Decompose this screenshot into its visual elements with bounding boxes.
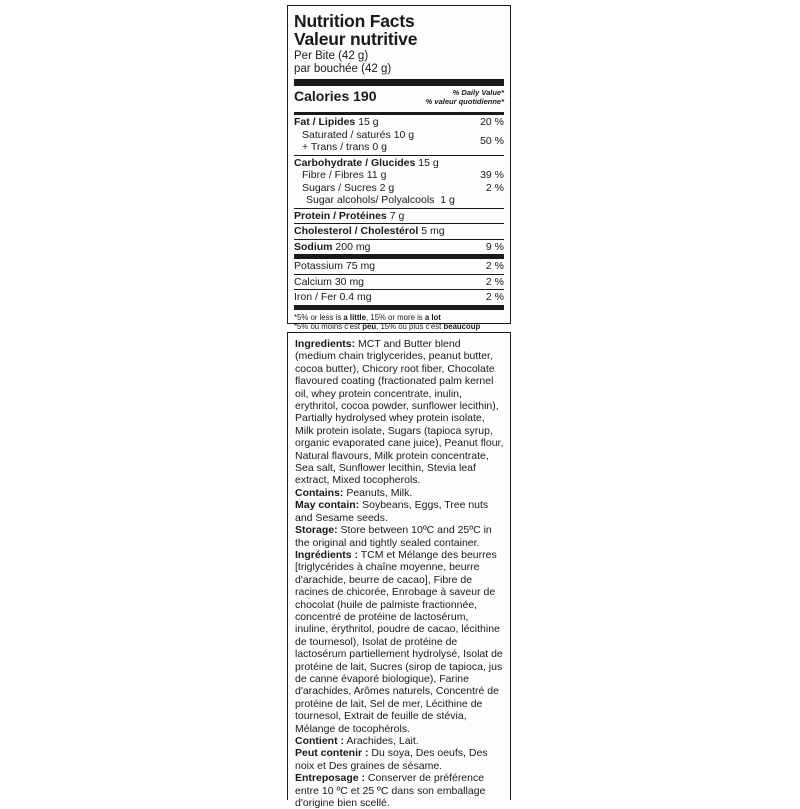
sodium-amount: 200 mg xyxy=(335,240,371,253)
storage-fr-text: Conserver de préférence entre 10 ºC et 25 ºC dans son emballage d'origine bien scellé. xyxy=(295,772,486,809)
may-contain-en-text: Soybeans, Eggs, Tree nuts and Sesame seeds. xyxy=(295,499,489,524)
protein-block xyxy=(294,209,504,224)
iron-label: Iron / Fer 0.4 mg xyxy=(294,291,372,303)
cholesterol-row xyxy=(294,225,504,238)
sat-trans-row xyxy=(294,129,504,154)
cholesterol-block xyxy=(294,224,504,239)
potassium-block xyxy=(294,259,504,274)
sat-trans-pct: 50 % xyxy=(480,134,504,147)
fat-amount: 15 g xyxy=(358,116,379,128)
carb-row xyxy=(294,157,504,170)
divider-thick xyxy=(294,305,504,310)
storage-fr-label: Entreposage : xyxy=(295,772,366,785)
dv-header-en: % Daily Value* xyxy=(452,88,504,97)
ingredients-fr-paragraph xyxy=(295,549,504,735)
ingredients-en xyxy=(295,338,504,549)
fat-label: Fat / Lipides xyxy=(294,116,356,128)
calories-label: Calories 190 xyxy=(294,88,377,104)
may-contain-fr-paragraph xyxy=(295,747,504,772)
dv-header-fr: % valeur quotidienne* xyxy=(425,97,504,106)
fibre-row xyxy=(294,169,504,182)
carb-amount: 15 g xyxy=(418,156,439,169)
storage-en-text: Store between 10ºC and 25ºC in the original and tightly sealed container. xyxy=(295,524,492,549)
calcium-label: Calcium 30 mg xyxy=(294,275,365,288)
potassium-pct: 2 % xyxy=(485,260,504,272)
sodium-label: Sodium xyxy=(294,240,333,253)
contains-fr-text: Arachides, Lait. xyxy=(344,735,419,747)
ingredients-fr-text: TCM et Mélange des beurres [triglycérides à chaîne moyenne, beurre d'arachide, beurre de cacao], Fibre de racines de chicorée, Enrobage à saveur de chocolat (huile de palmiste fractionnée, concentré de protéine de lactosérum, inuline, érythritol, poudre de cacao, lécithine de tournesol), Isolat de protéine de lactosérum partiellement hydrolysé, Isolat de protéine de lait, Sucres (sirop de tapioca, jus de canne évaporé biologique), Farine d'arachides, Arômes naturels, Concentré de protéine de lait, Sel de mer, Lécithine de tournesol, Extrait de feuille de stévia, Mélange de tocophérols. xyxy=(295,548,503,735)
carb-label: Carbohydrate / Glucides xyxy=(294,156,416,169)
ingredients-fr xyxy=(295,549,504,809)
daily-value-header xyxy=(426,88,504,106)
sugar-alcohols-label: Sugar alcohols/ Polyalcools 1 g xyxy=(306,194,455,206)
storage-en-paragraph xyxy=(295,524,504,549)
contains-fr-label: Contient : xyxy=(295,735,344,747)
fat-block xyxy=(294,115,504,155)
footnote xyxy=(294,313,504,332)
protein-amount: 7 g xyxy=(389,209,405,222)
may-contain-fr-label: Peut contenir : xyxy=(295,747,369,760)
trans-label: + Trans / trans 0 g xyxy=(302,141,387,153)
nutrition-title-fr: Valeur nutritive xyxy=(294,29,418,49)
fat-row xyxy=(294,116,504,129)
ingredients-en-paragraph xyxy=(295,338,504,487)
sodium-block xyxy=(294,240,504,255)
storage-fr-paragraph xyxy=(295,772,504,809)
nutrition-title-en: Nutrition Facts xyxy=(294,11,415,31)
calcium-pct: 2 % xyxy=(485,275,504,288)
may-contain-en-label: May contain: xyxy=(295,499,360,512)
nutrition-facts-panel xyxy=(287,5,511,331)
contains-en-text: Peanuts, Milk. xyxy=(343,486,413,499)
protein-label: Protein / Protéines xyxy=(294,209,387,222)
fibre-pct: 39 % xyxy=(480,169,504,181)
carb-block xyxy=(294,156,504,208)
calories-row xyxy=(294,88,504,112)
storage-en-label: Storage: xyxy=(295,524,338,537)
iron-block xyxy=(294,290,504,305)
fat-pct: 20 % xyxy=(480,116,504,128)
potassium-row xyxy=(294,260,504,273)
serving-size-fr: par bouchée (42 g) xyxy=(294,63,392,75)
sodium-row xyxy=(294,241,504,254)
fibre-label: Fibre / Fibres 11 g xyxy=(302,169,387,181)
potassium-label: Potassium 75 mg xyxy=(294,260,376,272)
serving-size-en: Per Bite (42 g) xyxy=(294,50,369,62)
iron-row xyxy=(294,291,504,304)
may-contain-en-paragraph xyxy=(295,499,504,524)
contains-fr-paragraph xyxy=(295,735,504,747)
footnote-fr: *5% ou moins c'est peu, 15% ou plus c'est beaucoup xyxy=(294,322,481,331)
sodium-pct: 9 % xyxy=(485,240,504,253)
contains-en-label: Contains: xyxy=(295,486,344,499)
calcium-row xyxy=(294,276,504,289)
sugar-alcohols-row xyxy=(294,194,504,207)
ingredients-panel xyxy=(287,332,511,809)
iron-pct: 2 % xyxy=(485,291,504,303)
ingredients-en-label: Ingredients: xyxy=(295,338,356,350)
cholesterol-label: Cholesterol / Cholestérol xyxy=(294,225,419,237)
divider-thick xyxy=(294,79,504,86)
contains-en-paragraph xyxy=(295,487,504,499)
sugars-label: Sugars / Sucres 2 g xyxy=(302,181,395,194)
ingredients-fr-label: Ingrédients : xyxy=(295,548,359,561)
footnote-en: *5% or less is a little, 15% or more is a lot xyxy=(294,312,441,322)
may-contain-fr-text: Du soya, Des oeufs, Des noix et Des graines de sésame. xyxy=(295,747,488,772)
cholesterol-amount: 5 mg xyxy=(421,225,445,237)
protein-row xyxy=(294,210,504,223)
saturated-label: Saturated / saturés 10 g xyxy=(302,128,415,141)
calcium-block xyxy=(294,275,504,290)
sugars-pct: 2 % xyxy=(485,181,504,194)
ingredients-en-text: MCT and Butter blend (medium chain triglycerides, peanut butter, cocoa butter), Chicory root fiber, Chocolate flavoured coating (fractionated palm kernel oil, whey protein concentrate, inulin, erythritol, cocoa powder, sunflower lecithin), Partially hydrolysed whey protein isolate, Milk protein isolate, Sugars (tapioca syrup, organic evaporated cane juice), Peanut flour, Natural flavours, Milk protein concentrate, Sea salt, Sunflower lecithin, Stevia leaf extract, Mixed tocopherols. xyxy=(295,338,504,487)
sugars-row xyxy=(294,182,504,195)
